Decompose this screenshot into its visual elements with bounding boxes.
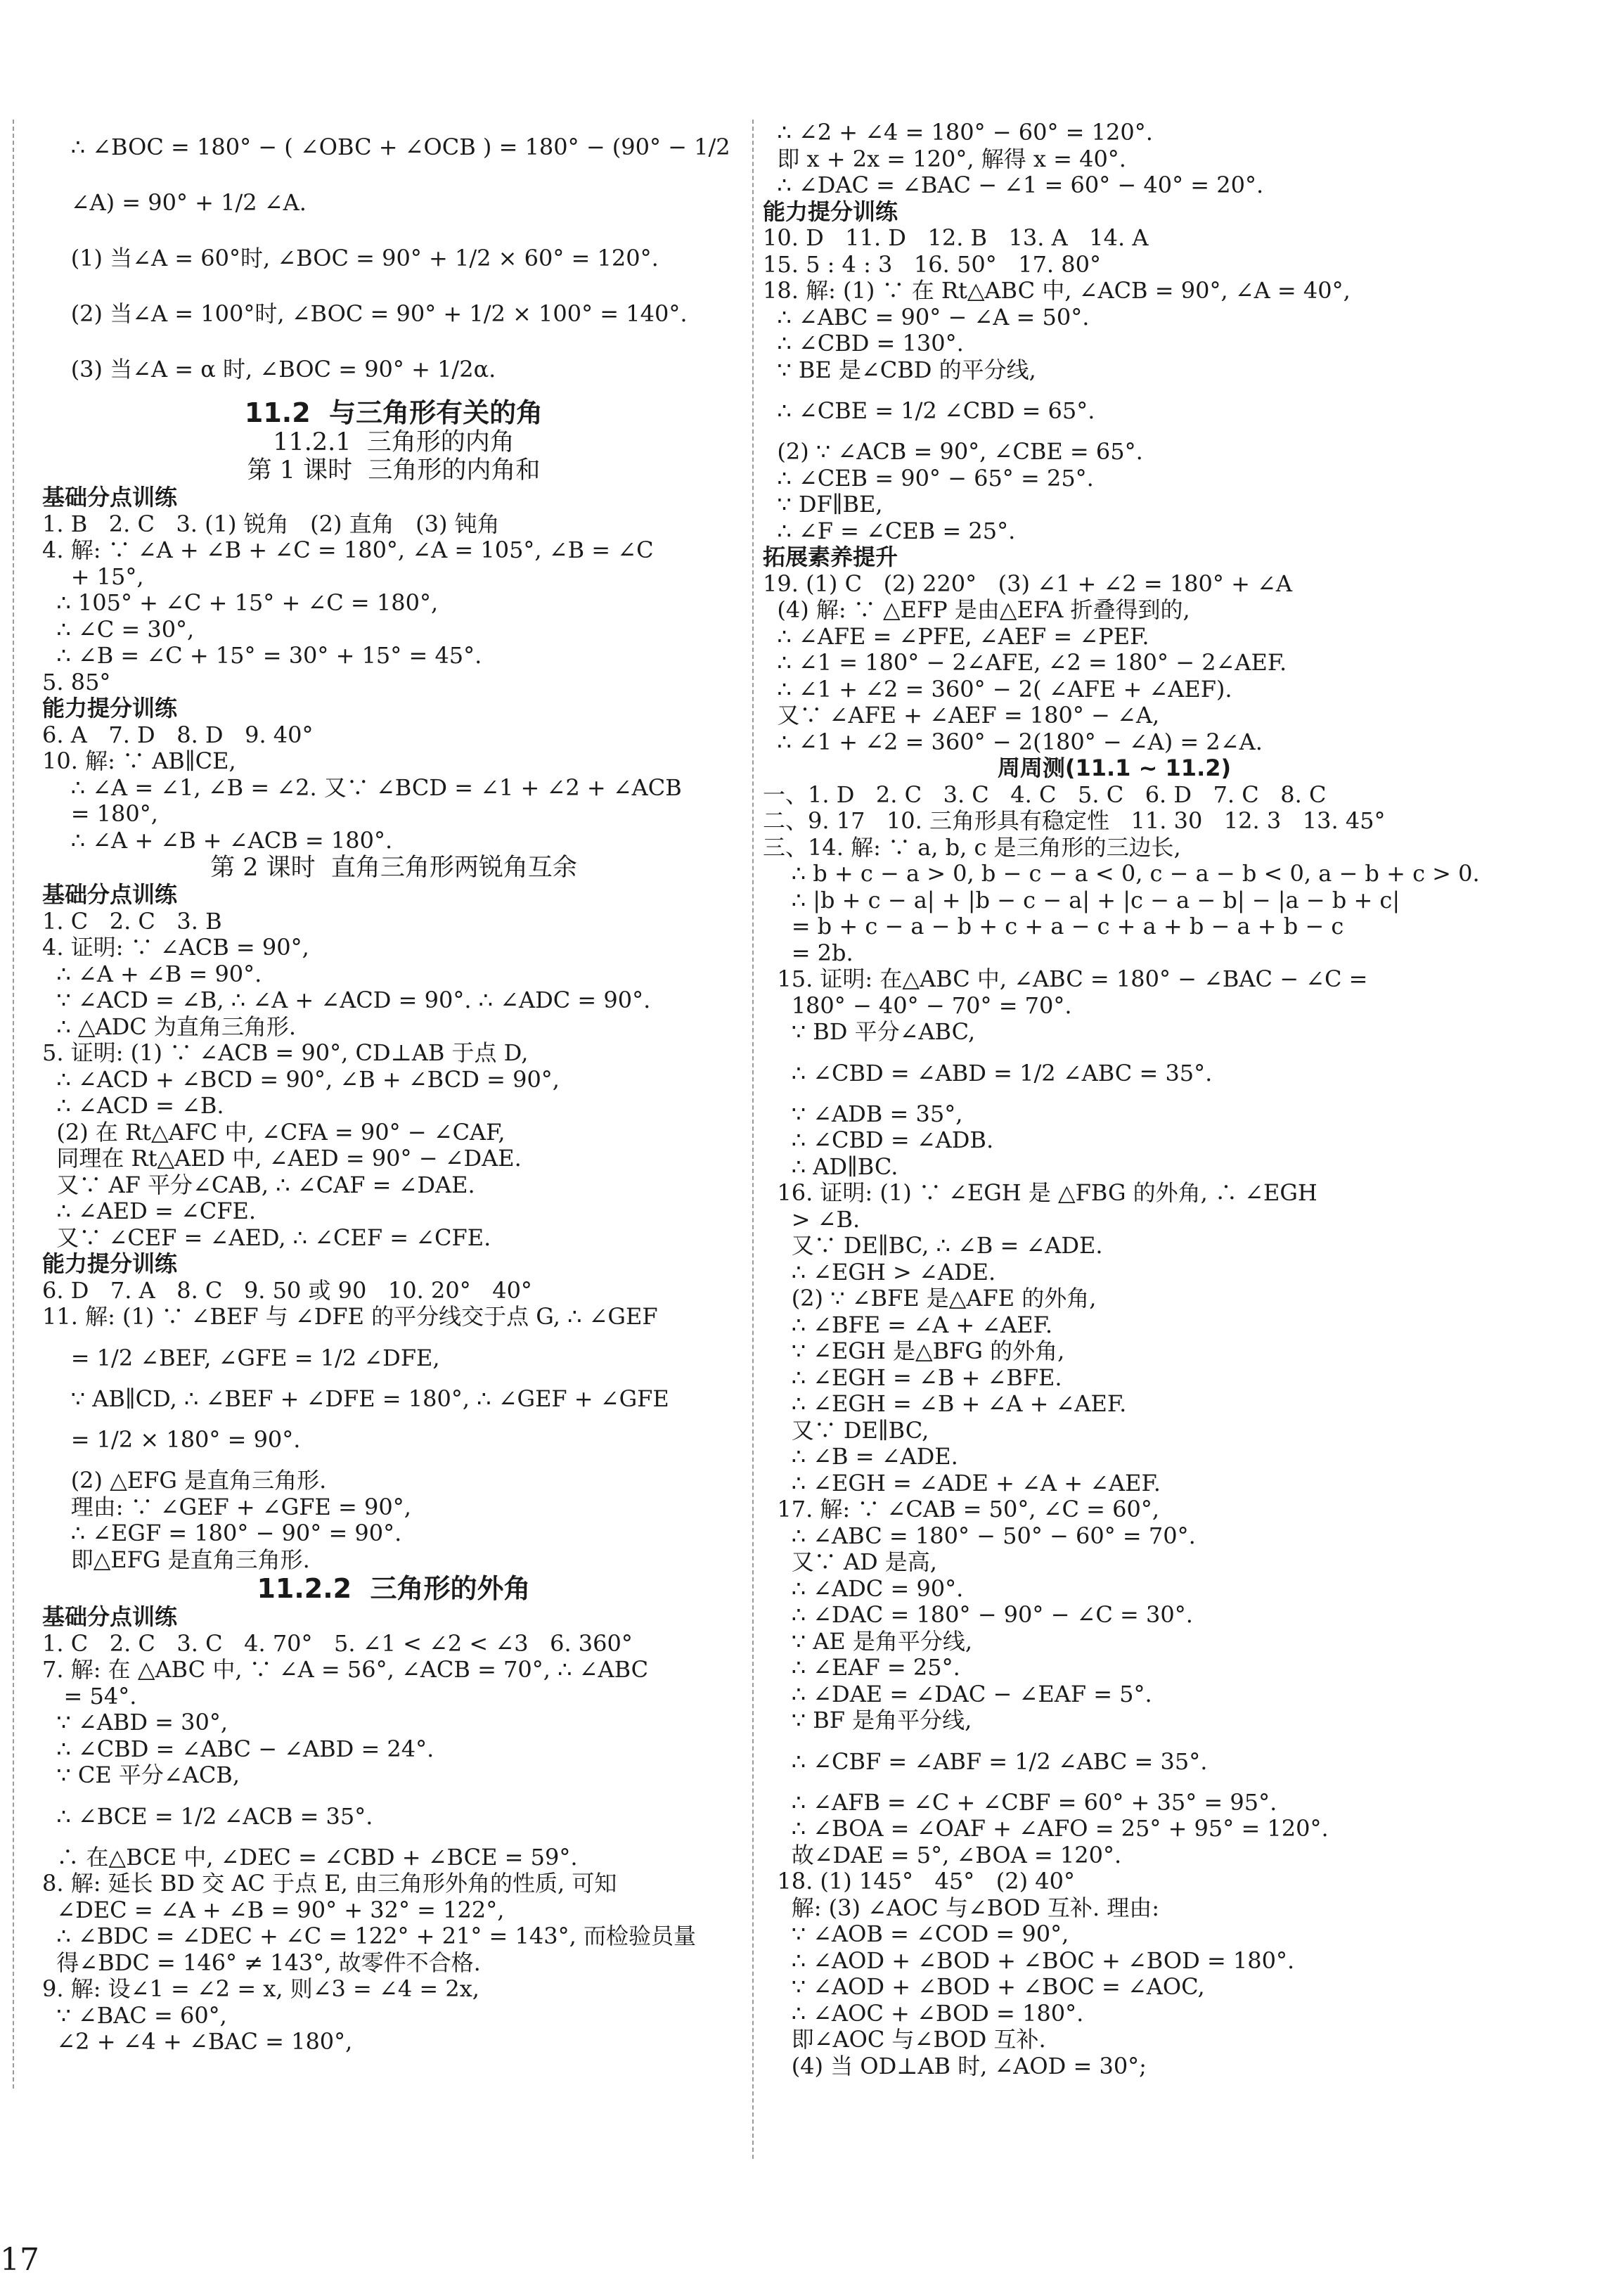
answer-line: ∴ ∠B = ∠ADE.: [763, 1443, 958, 1470]
answer-line: ∴ 在△BCE 中, ∠DEC = ∠CBD + ∠BCE = 59°.: [42, 1843, 578, 1871]
section-heading: 能力提分训练: [42, 695, 178, 721]
answer-line: ∵ BE 是∠CBD 的平分线,: [763, 356, 1036, 383]
answer-line: 即△EFG 是直角三角形.: [42, 1546, 310, 1573]
answer-line: 11. 解: (1) ∵ ∠BEF 与 ∠DFE 的平分线交于点 G, ∴ ∠GEF: [42, 1303, 658, 1330]
answer-line: 18. (1) 145° 45° (2) 40°: [763, 1868, 1075, 1894]
answer-line: 1. C 2. C 3. C 4. 70° 5. ∠1 < ∠2 < ∠3 6. 360°: [42, 1629, 633, 1657]
answer-line: ∴ ∠CBD = ∠ABC − ∠ABD = 24°.: [42, 1735, 434, 1762]
answer-line: ∴ AD∥BC.: [763, 1153, 898, 1180]
answer-line: ∵ ∠ABD = 30°,: [42, 1709, 228, 1736]
answer-line: = 1/2 ∠BEF, ∠GFE = 1/2 ∠DFE,: [42, 1344, 440, 1371]
section-heading: 能力提分训练: [42, 1250, 178, 1277]
answer-line: 又∵ ∠CEF = ∠AED, ∴ ∠CEF = ∠CFE.: [42, 1224, 491, 1251]
answer-line: ∴ ∠EGH = ∠B + ∠A + ∠AEF.: [763, 1390, 1127, 1417]
answer-line: ∴ ∠A + ∠B = 90°.: [42, 960, 262, 987]
answer-line: 即 x + 2x = 120°, 解得 x = 40°.: [763, 145, 1126, 172]
answer-line: 二、9. 17 10. 三角形具有稳定性 11. 30 12. 3 13. 45°: [763, 807, 1386, 834]
answer-line: 18. 解: (1) ∵ 在 Rt△ABC 中, ∠ACB = 90°, ∠A = 40°,: [763, 277, 1351, 304]
answer-line: 1. C 2. C 3. B: [42, 907, 222, 935]
answer-line: ∴ ∠CBF = ∠ABF = 1/2 ∠ABC = 35°.: [763, 1747, 1208, 1775]
answer-line: ∵ AB∥CD, ∴ ∠BEF + ∠DFE = 180°, ∴ ∠GEF + ∠GFE: [42, 1385, 669, 1412]
section-heading: 能力提分训练: [763, 198, 898, 225]
answer-line: ∴ ∠AOD + ∠BOD + ∠BOC + ∠BOD = 180°.: [763, 1947, 1295, 1974]
answer-line: 5. 85°: [42, 668, 111, 695]
answer-line: ∴ ∠BCE = 1/2 ∠ACB = 35°.: [42, 1802, 373, 1830]
answer-line: ∴ ∠F = ∠CEB = 25°.: [763, 517, 1016, 544]
answer-line: 又∵ DE∥BC, ∴ ∠B = ∠ADE.: [763, 1232, 1103, 1259]
answer-line: 又∵ ∠AFE + ∠AEF = 180° − ∠A,: [763, 702, 1160, 729]
answer-line: 同理在 Rt△AED 中, ∠AED = 90° − ∠DAE.: [42, 1145, 522, 1172]
answer-line: (1) 当∠A = 60°时, ∠BOC = 90° + 1/2 × 60° = 120°.: [42, 245, 659, 271]
answer-line: 7. 解: 在 △ABC 中, ∵ ∠A = 56°, ∠ACB = 70°, ∴ ∠ABC: [42, 1656, 649, 1683]
answer-line: ∴ ∠BFE = ∠A + ∠AEF.: [763, 1311, 1053, 1338]
answer-line: ∴ ∠AED = ∠CFE.: [42, 1198, 256, 1224]
answer-line: ∴ ∠EAF = 25°.: [763, 1654, 960, 1681]
section-title: 11.2.2 三角形的外角: [257, 1573, 531, 1604]
answer-line: (2) 在 Rt△AFC 中, ∠CFA = 90° − ∠CAF,: [42, 1118, 505, 1146]
answer-line: ∴ ∠2 + ∠4 = 180° − 60° = 120°.: [763, 119, 1153, 146]
answer-line: ∴ ∠ACD = ∠B.: [42, 1092, 224, 1119]
answer-line: ∴ ∠AOC + ∠BOD = 180°.: [763, 1999, 1084, 2027]
answer-line: (4) 当 OD⊥AB 时, ∠AOD = 30°;: [763, 2052, 1147, 2079]
answer-line: 10. D 11. D 12. B 13. A 14. A: [763, 224, 1149, 251]
answer-line: 4. 证明: ∵ ∠ACB = 90°,: [42, 934, 309, 961]
answer-line: ∴ ∠EGH > ∠ADE.: [763, 1258, 996, 1285]
answer-line: ∴ ∠CBD = ∠ABD = 1/2 ∠ABC = 35°.: [763, 1059, 1213, 1086]
answer-line: 解: (3) ∠AOC 与∠BOD 互补. 理由:: [763, 1894, 1160, 1921]
section-heading: 周周测(11.1 ~ 11.2): [997, 755, 1232, 781]
answer-line: ∵ ∠BAC = 60°,: [42, 2001, 227, 2029]
section-title: 11.2 与三角形有关的角: [244, 397, 543, 428]
answer-line: ∴ ∠ADC = 90°.: [763, 1575, 964, 1602]
answer-line: ∴ ∠BDC = ∠DEC + ∠C = 122° + 21° = 143°, 而检验员量: [42, 1923, 696, 1949]
answer-line: ∴ ∠BOA = ∠OAF + ∠AFO = 25° + 95° = 120°.: [763, 1815, 1329, 1842]
right-column: [763, 119, 1480, 2079]
answer-line: ∴ ∠DAC = ∠BAC − ∠1 = 60° − 40° = 20°.: [763, 172, 1264, 198]
answer-line: + 15°,: [42, 563, 144, 590]
answer-line: ∠2 + ∠4 + ∠BAC = 180°,: [42, 2028, 353, 2055]
answer-line: = 54°.: [42, 1682, 137, 1710]
answer-line: ∴ ∠EGF = 180° − 90° = 90°.: [42, 1520, 402, 1546]
answer-line: 5. 证明: (1) ∵ ∠ACB = 90°, CD⊥AB 于点 D,: [42, 1039, 529, 1066]
answer-line: ∴ ∠CBD = ∠ADB.: [763, 1127, 994, 1153]
answer-line: ∵ CE 平分∠ACB,: [42, 1762, 240, 1788]
answer-line: ∴ ∠CBE = 1/2 ∠CBD = 65°.: [763, 397, 1095, 424]
answer-line: ∴ ∠BOC = 180° − ( ∠OBC + ∠OCB ) = 180° − (90° − 1/2: [42, 134, 730, 160]
answer-line: ∵ DF∥BE,: [763, 491, 883, 518]
answer-line: 10. 解: ∵ AB∥CE,: [42, 748, 236, 774]
answer-line: ∴ ∠AFB = ∠C + ∠CBF = 60° + 35° = 95°.: [763, 1788, 1277, 1816]
section-heading: 拓展素养提升: [763, 544, 898, 570]
answer-line: 即∠AOC 与∠BOD 互补.: [763, 2026, 1046, 2053]
answer-line: ∴ b + c − a > 0, b − c − a < 0, c − a − b < 0, a − b + c > 0.: [763, 860, 1480, 887]
answer-line: ∴ ∠C = 30°,: [42, 615, 195, 643]
answer-line: 19. (1) C (2) 220° (3) ∠1 + ∠2 = 180° + ∠A: [763, 570, 1292, 597]
subsection-title: 第 2 课时 直角三角形两锐角互余: [210, 854, 577, 882]
answer-line: ∴ △ADC 为直角三角形.: [42, 1013, 297, 1040]
answer-line: 9. 解: 设∠1 = ∠2 = x, 则∠3 = ∠4 = 2x,: [42, 1975, 479, 2002]
answer-line: ∠A) = 90° + 1/2 ∠A.: [42, 189, 307, 216]
answer-line: 17. 解: ∵ ∠CAB = 50°, ∠C = 60°,: [763, 1496, 1160, 1522]
answer-line: (2) 当∠A = 100°时, ∠BOC = 90° + 1/2 × 100° = 140°.: [42, 300, 688, 327]
answer-line: ∠DEC = ∠A + ∠B = 90° + 32° = 122°,: [42, 1896, 505, 1923]
answer-line: ∴ |b + c − a| + |b − c − a| + |c − a − b| − |a − b + c|: [763, 886, 1400, 913]
answer-line: ∵ ∠AOD + ∠BOD + ∠BOC = ∠AOC,: [763, 1973, 1205, 2000]
answer-line: (2) ∵ ∠ACB = 90°, ∠CBE = 65°.: [763, 438, 1143, 465]
answer-line: 8. 解: 延长 BD 交 AC 于点 E, 由三角形外角的性质, 可知: [42, 1870, 617, 1897]
answer-line: (2) △EFG 是直角三角形.: [42, 1467, 327, 1494]
answer-line: ∴ ∠A = ∠1, ∠B = ∠2. 又∵ ∠BCD = ∠1 + ∠2 + ∠ACB: [42, 774, 682, 801]
answer-line: 又∵ AF 平分∠CAB, ∴ ∠CAF = ∠DAE.: [42, 1171, 475, 1198]
answer-line: ∴ ∠ABC = 90° − ∠A = 50°.: [763, 303, 1090, 331]
answer-line: ∴ ∠B = ∠C + 15° = 30° + 15° = 45°.: [42, 642, 482, 669]
answer-line: 16. 证明: (1) ∵ ∠EGH 是 △FBG 的外角, ∴ ∠EGH: [763, 1179, 1317, 1206]
answer-line: 理由: ∵ ∠GEF + ∠GFE = 90°,: [42, 1493, 411, 1520]
answer-line: 4. 解: ∵ ∠A + ∠B + ∠C = 180°, ∠A = 105°, ∠B = ∠C: [42, 537, 654, 563]
answer-line: ∵ ∠ADB = 35°,: [763, 1100, 963, 1127]
answer-line: ∴ ∠EGH = ∠ADE + ∠A + ∠AEF.: [763, 1469, 1161, 1496]
section-heading: 基础分点训练: [42, 484, 178, 511]
column-divider: [752, 120, 754, 2159]
answer-line: ∴ ∠ABC = 180° − 50° − 60° = 70°.: [763, 1522, 1196, 1549]
answer-line: ∵ ∠AOB = ∠COD = 90°,: [763, 1920, 1069, 1947]
answer-line: ∴ ∠CBD = 130°.: [763, 330, 964, 357]
answer-line: 180° − 40° − 70° = 70°.: [763, 992, 1072, 1019]
answer-line: ∴ 105° + ∠C + 15° + ∠C = 180°,: [42, 589, 439, 616]
answer-line: ∴ ∠CEB = 90° − 65° = 25°.: [763, 464, 1094, 492]
answer-line: ∴ ∠DAE = ∠DAC − ∠EAF = 5°.: [763, 1680, 1152, 1707]
answer-line: (4) 解: ∵ △EFP 是由△EFA 折叠得到的,: [763, 596, 1190, 623]
answer-line: ∴ ∠1 = 180° − 2∠AFE, ∠2 = 180° − 2∠AEF.: [763, 649, 1287, 676]
answer-line: 6. A 7. D 8. D 9. 40°: [42, 721, 314, 748]
answer-line: ∵ BD 平分∠ABC,: [763, 1018, 976, 1045]
answer-line: (2) ∵ ∠BFE 是△AFE 的外角,: [763, 1285, 1097, 1311]
answer-line: ∴ ∠DAC = 180° − 90° − ∠C = 30°.: [763, 1601, 1193, 1628]
answer-line: ∵ BF 是角平分线,: [763, 1707, 972, 1733]
answer-line: 又∵ DE∥BC,: [763, 1416, 929, 1444]
answer-line: 故∠DAE = 5°, ∠BOA = 120°.: [763, 1841, 1122, 1868]
answer-line: ∴ ∠1 + ∠2 = 360° − 2(180° − ∠A) = 2∠A.: [763, 728, 1263, 755]
subsection-title: 11.2.1 三角形的内角: [273, 428, 515, 456]
margin-dashed-line: [13, 120, 14, 2089]
answer-line: 1. B 2. C 3. (1) 锐角 (2) 直角 (3) 钝角: [42, 510, 500, 537]
answer-line: ∵ ∠EGH 是△BFG 的外角,: [763, 1338, 1065, 1364]
answer-line: (3) 当∠A = α 时, ∠BOC = 90° + 1/2α.: [42, 356, 496, 383]
left-column: [42, 120, 745, 2056]
section-heading: 基础分点训练: [42, 1603, 178, 1630]
answer-line: = 180°,: [42, 800, 158, 827]
answer-line: 又∵ AD 是高,: [763, 1548, 937, 1575]
subsection-title: 第 1 课时 三角形的内角和: [247, 456, 541, 485]
answer-line: 15. 证明: 在△ABC 中, ∠ABC = 180° − ∠BAC − ∠C =: [763, 966, 1368, 992]
answer-line: = 2b.: [763, 939, 853, 966]
answer-line: ∴ ∠1 + ∠2 = 360° − 2( ∠AFE + ∠AEF).: [763, 675, 1232, 703]
answer-line: = b + c − a − b + c + a − c + a + b − a + b − c: [763, 913, 1344, 939]
answer-line: ∵ ∠ACD = ∠B, ∴ ∠A + ∠ACD = 90°. ∴ ∠ADC = 90°.: [42, 987, 651, 1013]
answer-line: ∴ ∠AFE = ∠PFE, ∠AEF = ∠PEF.: [763, 622, 1149, 650]
answer-line: 6. D 7. A 8. C 9. 50 或 90 10. 20° 40°: [42, 1276, 532, 1304]
answer-line: ∵ AE 是角平分线,: [763, 1627, 973, 1655]
answer-line: 得∠BDC = 146° ≠ 143°, 故零件不合格.: [42, 1949, 481, 1976]
answer-line: ∴ ∠ACD + ∠BCD = 90°, ∠B + ∠BCD = 90°,: [42, 1065, 560, 1093]
page-number: 17: [0, 2242, 39, 2278]
answer-line: 一、1. D 2. C 3. C 4. C 5. C 6. D 7. C 8. C: [763, 781, 1327, 808]
answer-line: ∴ ∠A + ∠B + ∠ACB = 180°.: [42, 826, 393, 854]
answer-line: 三、14. 解: ∵ a, b, c 是三角形的三边长,: [763, 833, 1181, 861]
section-heading: 基础分点训练: [42, 881, 178, 908]
answer-line: > ∠B.: [763, 1205, 861, 1233]
answer-line: 15. 5 : 4 : 3 16. 50° 17. 80°: [763, 250, 1101, 278]
answer-line: ∴ ∠EGH = ∠B + ∠BFE.: [763, 1364, 1062, 1391]
answer-line: = 1/2 × 180° = 90°.: [42, 1426, 301, 1453]
